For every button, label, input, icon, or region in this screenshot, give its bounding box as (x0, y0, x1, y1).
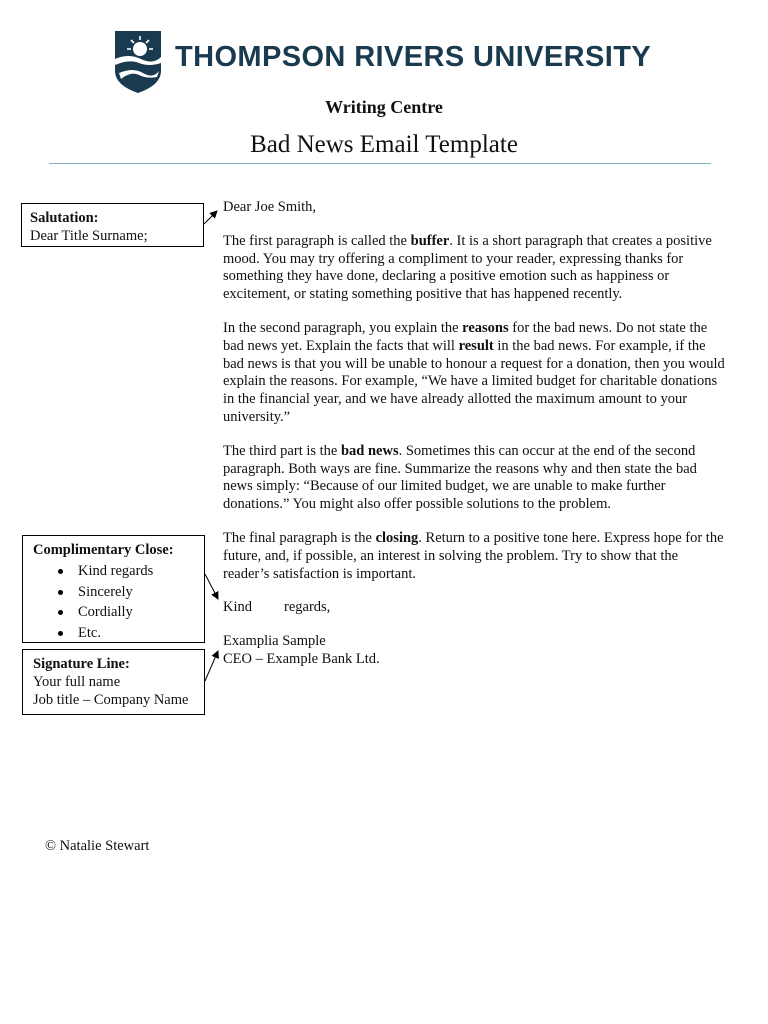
university-name: THOMPSON RIVERS UNIVERSITY (175, 41, 652, 73)
salutation-box (21, 203, 204, 247)
signature-line-name: Your full name (33, 674, 121, 690)
closing-paragraph: The final paragraph is the closing. Return to a positive tone here. Express hope for the future, and, if possible, an interest in solving the problem. Try to show that the reader’s satisfaction is important. (223, 529, 724, 582)
list-item: Kind regards (33, 561, 194, 582)
salutation-text: Dear Title Surname; (30, 228, 148, 244)
list-item: Sincerely (33, 582, 194, 603)
complimentary-close-list (33, 561, 194, 643)
department-name: Writing Centre (325, 97, 443, 117)
letter-body (223, 199, 728, 669)
reasons-paragraph: In the second paragraph, you explain the reasons for the bad news. Do not state the bad news yet. Explain the facts that will result in the bad news. For example, if the bad news is that you will be unable to honour a request for a donation, then you would explain the reasons. For example, “We have a limited budget for charitable donations in the financial year, and we have already allotted the maximum amount to your university.” (223, 319, 725, 425)
page-title: Bad News Email Template (250, 131, 518, 158)
complimentary-close-box (22, 535, 205, 643)
signature-title: CEO – Example Bank Ltd. (223, 650, 380, 667)
signature-name: Examplia Sample (223, 633, 326, 650)
list-item: Cordially (33, 602, 194, 623)
signature-block (223, 633, 728, 669)
complimentary-close-heading: Complimentary Close: (33, 542, 174, 558)
title-divider (49, 163, 711, 164)
buffer-paragraph: The first paragraph is called the buffer. It is a short paragraph that creates a positive mood. You may try offering a compliment to your reader, expressing thanks for something they have done, declaring a positive emotion such as happiness or excitement, or stating something positive that has happened recently. (223, 232, 712, 303)
signature-arrow (205, 651, 218, 681)
complimentary-close-line: Kind regards, (223, 599, 331, 616)
salutation-heading: Salutation: (30, 210, 99, 226)
tru-logo-icon (113, 27, 163, 93)
signature-line-box (22, 649, 205, 715)
signature-line-job: Job title – Company Name (33, 692, 189, 708)
letter-greeting: Dear Joe Smith, (223, 199, 317, 215)
signature-line-heading: Signature Line: (33, 656, 130, 672)
bad-news-paragraph: The third part is the bad news. Sometimes this can occur at the end of the second paragraph. Both ways are fine. Summarize the reasons why and then state the bad news simply: “Because of our limited budget, we are unable to make further donations.” You might also offer possible solutions to the problem. (223, 442, 697, 513)
salutation-arrow (204, 211, 217, 224)
close-arrow (205, 574, 218, 599)
list-item: Etc. (33, 623, 194, 644)
copyright: © Natalie Stewart (45, 838, 150, 854)
